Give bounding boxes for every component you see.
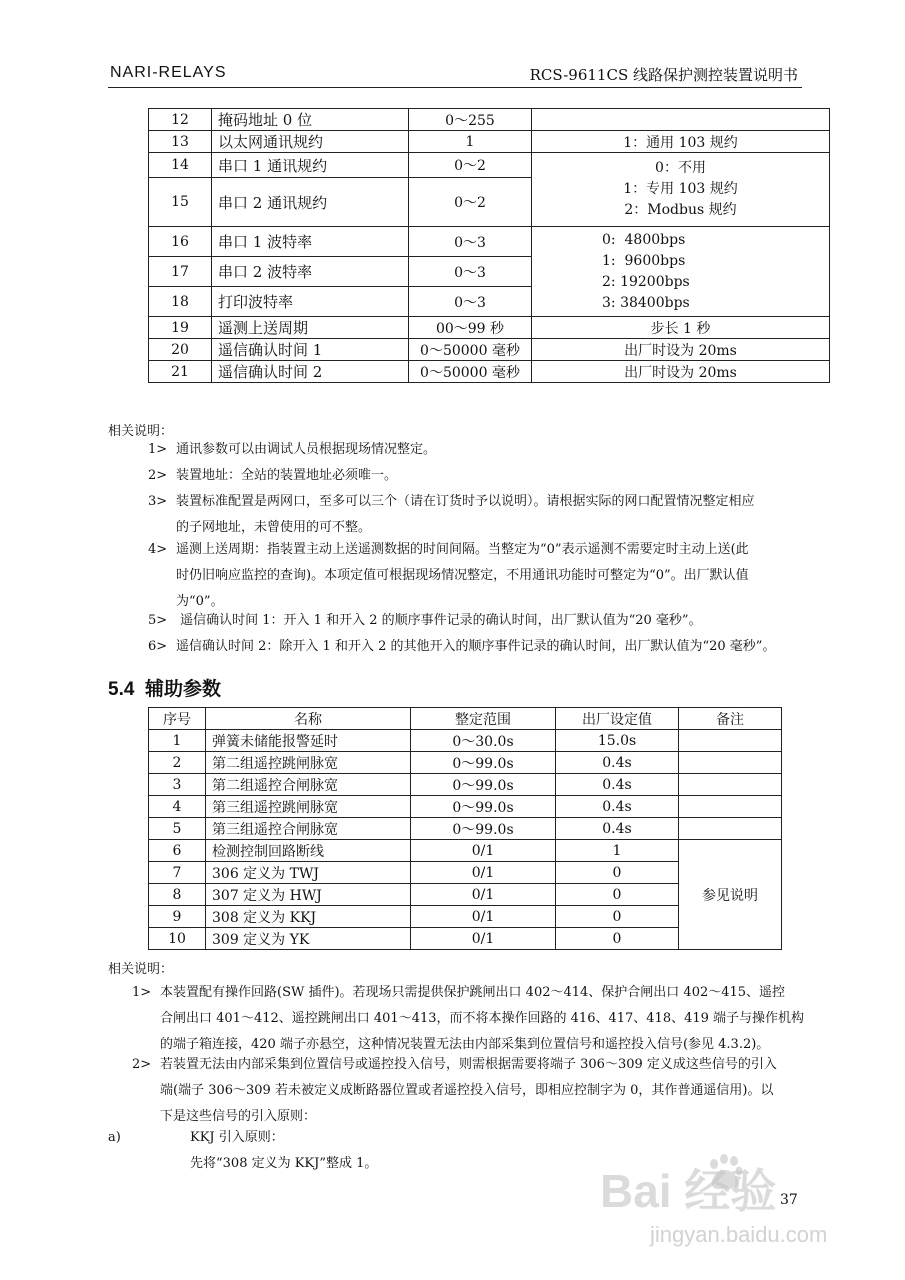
row-range: 0/1 [411, 884, 556, 906]
row-default: 0.4s [556, 774, 679, 796]
watermark-url: jingyan.baidu.com [650, 1222, 828, 1247]
note-sub-item [108, 1125, 508, 1177]
row-range: 0～3 [409, 227, 532, 257]
row-no: 13 [149, 131, 212, 153]
table-row [149, 818, 782, 840]
column-header: 整定范围 [411, 708, 556, 730]
row-no: 20 [149, 339, 212, 361]
row-name: 掩码地址 0 位 [212, 109, 409, 131]
row-range: 0～99.0s [411, 818, 556, 840]
note-text: 下是这些信号的引入原则： [160, 1109, 317, 1124]
row-no: 10 [149, 928, 206, 950]
note-number: 2> [148, 468, 168, 483]
row-name: 串口 2 波特率 [212, 257, 409, 287]
row-name: 遥信确认时间 2 [212, 361, 409, 383]
row-range: 0～50000 毫秒 [409, 339, 532, 361]
note-text: 遥测上送周期：指装置主动上送遥测数据的时间间隔。当整定为“0”表示遥测不需要定时主动上送(此 [176, 542, 749, 557]
note-item [148, 437, 808, 463]
table-row [149, 840, 782, 862]
row-range: 1 [409, 131, 532, 153]
row-name: 串口 1 波特率 [212, 227, 409, 257]
row-no: 19 [149, 317, 212, 339]
row-range: 00～99 秒 [409, 317, 532, 339]
row-no: 14 [149, 153, 212, 178]
row-no: 15 [149, 178, 212, 227]
row-default: 0.4s [556, 818, 679, 840]
table-row [149, 796, 782, 818]
row-name: 第二组遥控跳闸脉宽 [206, 752, 411, 774]
header-divider [108, 87, 802, 88]
row-name: 遥测上送周期 [212, 317, 409, 339]
row-name: 检测控制回路断线 [206, 840, 411, 862]
row-remark [679, 752, 782, 774]
row-name: 306 定义为 TWJ [206, 862, 411, 884]
row-range: 0～50000 毫秒 [409, 361, 532, 383]
row-no: 1 [149, 730, 206, 752]
protocol-option: 1：专用 103 规约 [623, 181, 738, 197]
row-name: 309 定义为 YK [206, 928, 411, 950]
notes-title: 相关说明： [108, 962, 174, 977]
aux-param-table [148, 707, 782, 950]
row-default: 0 [556, 928, 679, 950]
row-note: 出厂时设为 20ms [532, 361, 830, 383]
row-name: 打印波特率 [212, 287, 409, 317]
note-number: 3> [148, 494, 168, 509]
row-no: 8 [149, 884, 206, 906]
note-text: 遥信确认时间 2：除开入 1 和开入 2 的其他开入的顺序事件记录的确认时间，出厂默认值为“20 毫秒”。 [176, 639, 776, 654]
column-header: 序号 [149, 708, 206, 730]
note-item [148, 489, 813, 541]
row-range: 0～99.0s [411, 752, 556, 774]
note-number: 6> [148, 639, 168, 654]
row-no: 18 [149, 287, 212, 317]
table-row [149, 752, 782, 774]
row-range: 0～3 [409, 257, 532, 287]
note-text: 的端子箱连接，420 端子亦悬空，这种情况装置无法由内部采集到位置信号和遥控投入信号(参见 4.3.2)。 [160, 1037, 770, 1052]
row-name: 以太网通讯规约 [212, 131, 409, 153]
note-text: 若装置无法由内部采集到位置信号或遥控投入信号，则需根据需要将端子 306～309 定义成这些信号的引入 [160, 1057, 777, 1072]
row-name: 307 定义为 HWJ [206, 884, 411, 906]
row-no: 3 [149, 774, 206, 796]
note-text: 通讯参数可以由调试人员根据现场情况整定。 [176, 442, 437, 457]
row-range: 0～255 [409, 109, 532, 131]
page-number: 37 [780, 1192, 798, 1208]
row-range: 0～99.0s [411, 774, 556, 796]
baud-option: 1: 9600bps [602, 252, 686, 269]
table-row [149, 774, 782, 796]
baud-note [532, 227, 830, 317]
row-no: 2 [149, 752, 206, 774]
comm-param-table [148, 108, 830, 383]
row-name: 遥信确认时间 1 [212, 339, 409, 361]
row-range: 0/1 [411, 840, 556, 862]
header-doc-title: RCS-9611CS 线路保护测控装置说明书 [529, 66, 798, 84]
row-no: 17 [149, 257, 212, 287]
row-name: 第三组遥控合闸脉宽 [206, 818, 411, 840]
row-no: 12 [149, 109, 212, 131]
sub-text: 先将“308 定义为 KKJ”整成 1。 [190, 1156, 378, 1171]
row-default: 0 [556, 884, 679, 906]
header-brand: NARI-RELAYS [110, 64, 227, 81]
protocol-option: 2：Modbus 规约 [624, 202, 737, 218]
row-default: 0 [556, 906, 679, 928]
row-range: 0～2 [409, 178, 532, 227]
table-row [149, 317, 830, 339]
sub-title: KKJ 引入原则： [190, 1130, 284, 1145]
row-default: 1 [556, 840, 679, 862]
row-range: 0～99.0s [411, 796, 556, 818]
row-name: 串口 2 通讯规约 [212, 178, 409, 227]
row-no: 4 [149, 796, 206, 818]
note-item [148, 463, 808, 489]
row-range: 0/1 [411, 862, 556, 884]
note-text: 的子网地址，未曾使用的可不整。 [176, 520, 372, 535]
row-name: 第二组遥控合闸脉宽 [206, 774, 411, 796]
watermark-text: Bai 经验 [600, 1165, 777, 1217]
row-default: 0 [556, 862, 679, 884]
remark-merged: 参见说明 [679, 840, 782, 950]
notes-title: 相关说明： [108, 424, 174, 439]
column-header: 备注 [679, 708, 782, 730]
note-item [148, 608, 813, 634]
row-range: 0～2 [409, 153, 532, 178]
row-note: 1：通用 103 规约 [532, 131, 830, 153]
row-remark [679, 796, 782, 818]
note-item [148, 634, 813, 660]
row-no: 21 [149, 361, 212, 383]
row-no: 9 [149, 906, 206, 928]
baud-option: 0: 4800bps [602, 231, 686, 248]
table-row [149, 109, 830, 131]
row-remark [679, 730, 782, 752]
note-number: 2> [132, 1057, 152, 1072]
note-item [132, 980, 812, 1058]
row-name: 308 定义为 KKJ [206, 906, 411, 928]
table-row [149, 339, 830, 361]
row-name: 弹簧未储能报警延时 [206, 730, 411, 752]
sub-label: a) [108, 1130, 121, 1145]
note-text: 时仍旧响应监控的查询)。本项定值可根据现场情况整定，不用通讯功能时可整定为“0”。出厂默认值 [176, 568, 749, 583]
column-header: 名称 [206, 708, 411, 730]
row-remark [679, 774, 782, 796]
row-note: 步长 1 秒 [532, 317, 830, 339]
note-text: 装置标准配置是两网口，至多可以三个（请在订货时予以说明）。请根据实际的网口配置情况整定相应 [176, 494, 755, 509]
note-text: 本装置配有操作回路(SW 插件)。若现场只需提供保护跳闸出口 402～414、保护合闸出口 402～415、遥控 [160, 985, 786, 1000]
note-text: 合闸出口 401～412、遥控跳闸出口 401～413，而不将本操作回路的 416、417、418、419 端子与操作机构 [160, 1011, 805, 1026]
note-item [148, 537, 813, 615]
table-row [149, 227, 830, 257]
protocol-option: 0：不用 [655, 160, 706, 176]
table-row [149, 361, 830, 383]
column-header: 出厂设定值 [556, 708, 679, 730]
row-name: 串口 1 通讯规约 [212, 153, 409, 178]
note-text: 为“0”。 [176, 594, 224, 609]
row-default: 15.0s [556, 730, 679, 752]
row-name: 第三组遥控跳闸脉宽 [206, 796, 411, 818]
row-default: 0.4s [556, 796, 679, 818]
row-range: 0～30.0s [411, 730, 556, 752]
table-row [149, 131, 830, 153]
row-range: 0/1 [411, 906, 556, 928]
row-no: 16 [149, 227, 212, 257]
note-number: 5> [148, 613, 168, 628]
table-row [149, 730, 782, 752]
row-range: 0～3 [409, 287, 532, 317]
note-number: 1> [132, 985, 152, 1000]
note-text: 端(端子 306～309 若未被定义成断路器位置或者遥控投入信号，即相应控制字为 0，其作普通遥信用)。以 [160, 1083, 774, 1098]
note-text: 遥信确认时间 1：开入 1 和开入 2 的顺序事件记录的确认时间，出厂默认值为“20 毫秒”。 [176, 613, 702, 628]
baud-option: 2: 19200bps [602, 273, 690, 290]
note-item [132, 1052, 812, 1130]
row-remark [679, 818, 782, 840]
row-no: 6 [149, 840, 206, 862]
table-row [149, 153, 830, 178]
note-text: 装置地址：全站的装置地址必须唯一。 [176, 468, 398, 483]
row-no: 7 [149, 862, 206, 884]
note-number: 1> [148, 442, 168, 457]
table-header-row [149, 708, 782, 730]
row-note: 出厂时设为 20ms [532, 339, 830, 361]
row-range: 0/1 [411, 928, 556, 950]
note-number: 4> [148, 542, 168, 557]
protocol-note [532, 153, 830, 227]
row-no: 5 [149, 818, 206, 840]
row-note [532, 109, 830, 131]
baud-option: 3: 38400bps [602, 294, 690, 311]
row-default: 0.4s [556, 752, 679, 774]
section-title: 5.4 辅助参数 [108, 679, 221, 700]
